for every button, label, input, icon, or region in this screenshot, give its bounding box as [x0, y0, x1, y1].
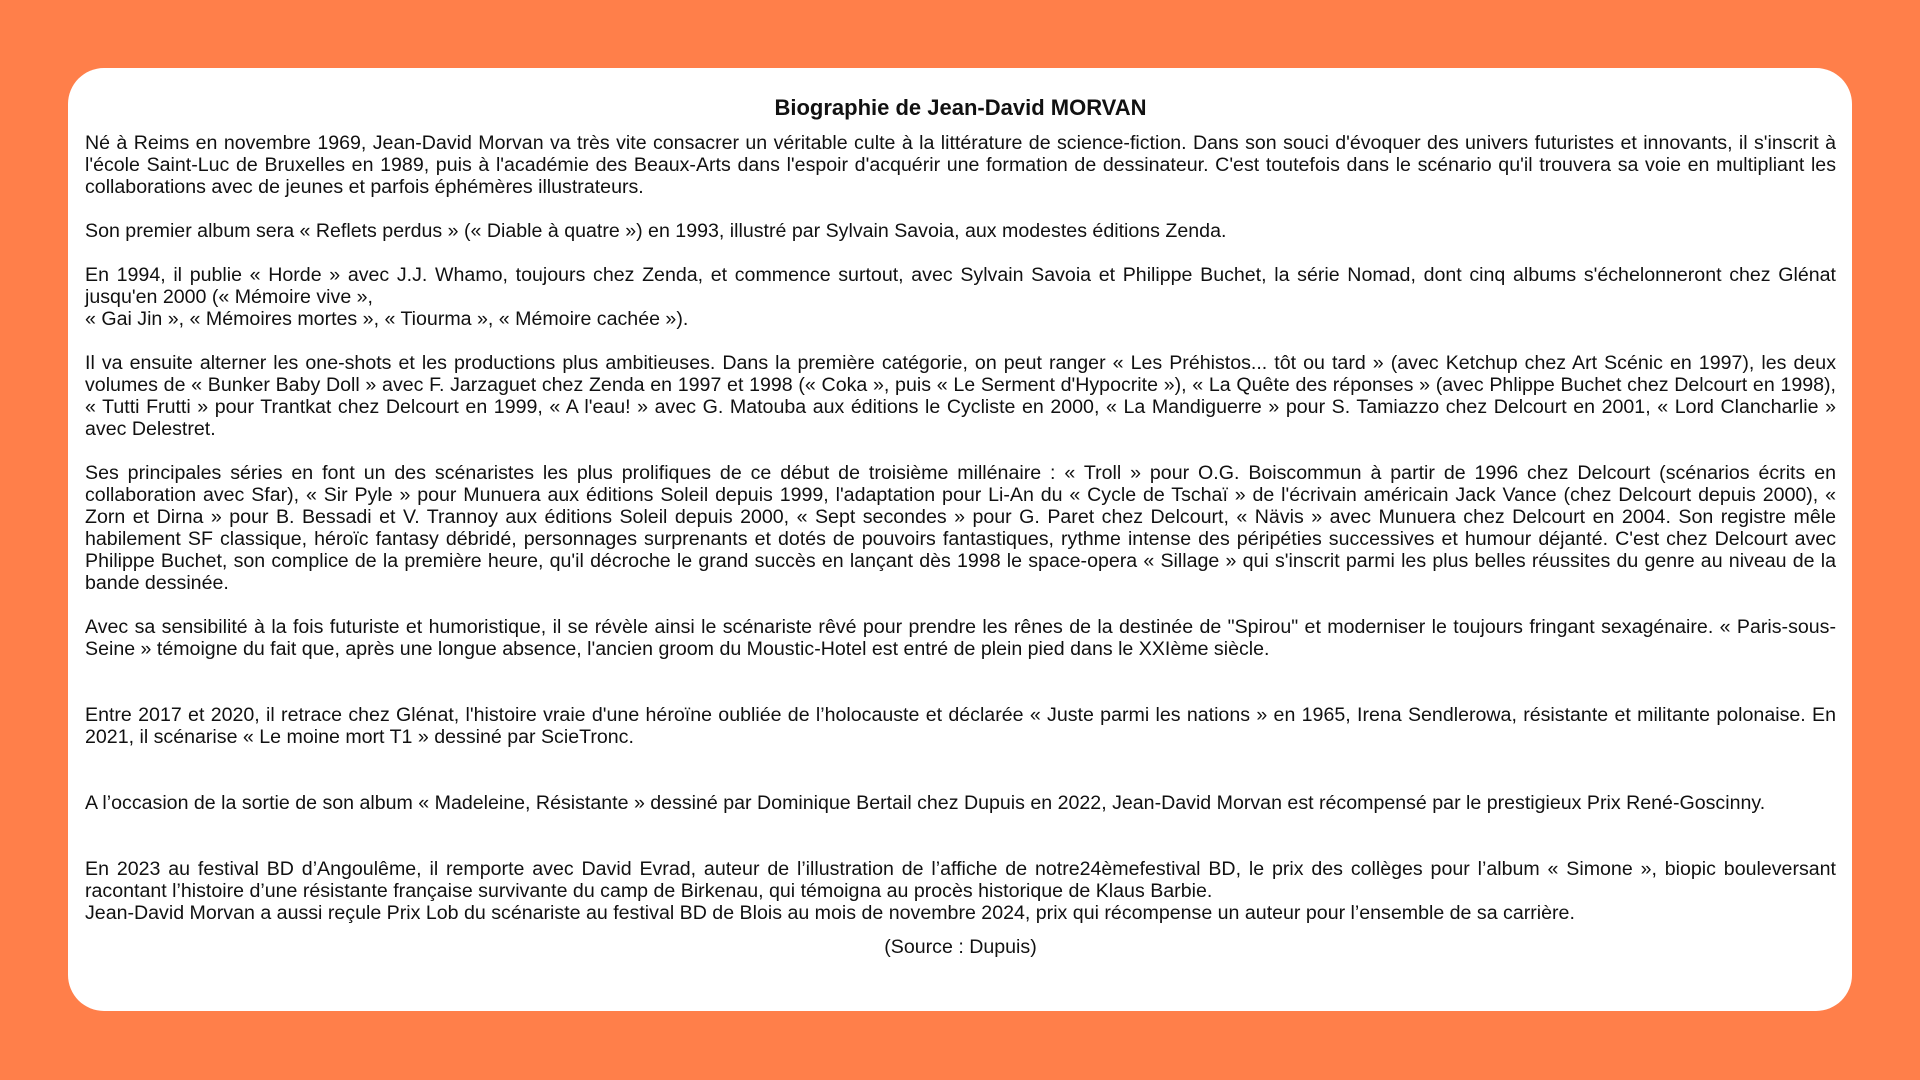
spacer	[85, 242, 1836, 264]
source-credit: (Source : Dupuis)	[884, 936, 1037, 958]
paragraph-spirou: Avec sa sensibilité à la fois futuriste et humoristique, il se révèle ainsi le scénariste rêvé pour prendre les rênes de la destinée de "Spirou" et moderniser le toujours fringant sexagénaire. « Paris-sous-Seine » témoigne du fait que, après une longue absence, l'ancien groom du Moustic-Hotel est entré de plein pied dans le XXIème siècle.	[85, 616, 1836, 660]
paragraph-nomad-titles: « Gai Jin », « Mémoires mortes », « Tiourma », « Mémoire cachée »).	[85, 308, 689, 330]
paragraph-lob-prize: Jean-David Morvan a aussi reçule Prix Lob du scénariste au festival BD de Blois au mois de novembre 2024, prix qui récompense un auteur pour l’ensemble de sa carrière.	[85, 902, 1575, 924]
spacer	[85, 660, 1836, 704]
spacer	[85, 330, 1836, 352]
paragraph-one-shots: Il va ensuite alterner les one-shots et les productions plus ambitieuses. Dans la première catégorie, on peut ranger « Les Préhistos... tôt ou tard » (avec Ketchup chez Art Scénic en 1997), les deux volumes de « Bunker Baby Doll » avec F. Jarzaguet chez Zenda en 1997 et 1998 (« Coka », puis « Le Serment d'Hypocrite »), « La Quête des réponses » (avec Phlippe Buchet chez Delcourt en 1998), « Tutti Frutti » pour Trantkat chez Delcourt en 1999, « A l'eau! » avec G. Matouba aux éditions le Cycliste en 2000, « La Mandiguerre » pour S. Tamiazzo chez Delcourt en 2001, « Lord Clancharlie » avec Delestret.	[85, 352, 1836, 440]
paragraph-intro: Né à Reims en novembre 1969, Jean-David Morvan va très vite consacrer un véritable culte à la littérature de science-fiction. Dans son souci d'évoquer des univers futuristes et innovants, il s'inscrit à l'école Saint-Luc de Bruxelles en 1989, puis à l'académie des Beaux-Arts dans l'espoir d'acquérir une formation de dessinateur. C'est toutefois dans le scénario qu'il trouvera sa voie en multipliant les collaborations avec de jeunes et parfois éphémères illustrateurs.	[85, 132, 1836, 198]
spacer	[85, 198, 1836, 220]
spacer	[85, 440, 1836, 462]
spacer	[85, 594, 1836, 616]
paragraph-nomad	[85, 264, 1836, 330]
paragraph-goscinny-prize: A l’occasion de la sortie de son album « Madeleine, Résistante » dessiné par Dominique Bertail chez Dupuis en 2022, Jean-David Morvan est récompensé par le prestigieux Prix René-Goscinny.	[85, 792, 1766, 814]
paragraph-main-series: Ses principales séries en font un des scénaristes les plus prolifiques de ce début de troisième millénaire : « Troll » pour O.G. Boiscommun à partir de 1996 chez Delcourt (scénarios écrits en collaboration avec Sfar), « Sir Pyle » pour Munuera aux éditions Soleil depuis 1999, l'adaptation pour Li-An du « Cycle de Tschaï » de l'écrivain américain Jack Vance (chez Delcourt depuis 2000), « Zorn et Dirna » pour B. Bessadi et V. Trannoy aux éditions Soleil depuis 2000, « Sept secondes » pour G. Paret chez Delcourt, « Nävis » avec Munuera chez Delcourt en 2004. Son registre mêle habilement SF classique, héroïc fantasy débridé, personnages surprenants et dotés de pouvoirs fantastiques, rythme intense des péripéties successives et humour déjanté. C'est chez Delcourt avec Philippe Buchet, son complice de la première heure, qu'il décroche le grand succès en lançant dès 1998 le space-opera « Sillage » qui s'inscrit parmi les plus belles réussites du genre au niveau de la bande dessinée.	[85, 462, 1836, 594]
spacer	[85, 814, 1836, 858]
biography-card	[68, 68, 1852, 1011]
spacer	[85, 748, 1836, 792]
paragraph-first-album: Son premier album sera « Reflets perdus » (« Diable à quatre ») en 1993, illustré par Sylvain Savoia, aux modestes éditions Zenda.	[85, 220, 1227, 242]
paragraph-nomad-text: En 1994, il publie « Horde » avec J.J. Whamo, toujours chez Zenda, et commence surtout, avec Sylvain Savoia et Philippe Buchet, la série Nomad, dont cinq albums s'échelonneront chez Glénat jusqu'en 2000 (« Mémoire vive »,	[85, 264, 1836, 308]
page-title: Biographie de Jean-David MORVAN	[774, 95, 1147, 120]
paragraph-angouleme: En 2023 au festival BD d’Angoulême, il remporte avec David Evrad, auteur de l’illustration de l’affiche de notre24èmefestival BD, le prix des collèges pour l’album « Simone », biopic bouleversant racontant l’histoire d’une résistante française survivante du camp de Birkenau, qui témoigna au procès historique de Klaus Barbie.	[85, 858, 1836, 902]
paragraph-irena: Entre 2017 et 2020, il retrace chez Glénat, l'histoire vraie d'une héroïne oubliée de l’holocauste et déclarée « Juste parmi les nations » en 1965, Irena Sendlerowa, résistante et militante polonaise. En 2021, il scénarise « Le moine mort T1 » dessiné par ScieTronc.	[85, 704, 1836, 748]
